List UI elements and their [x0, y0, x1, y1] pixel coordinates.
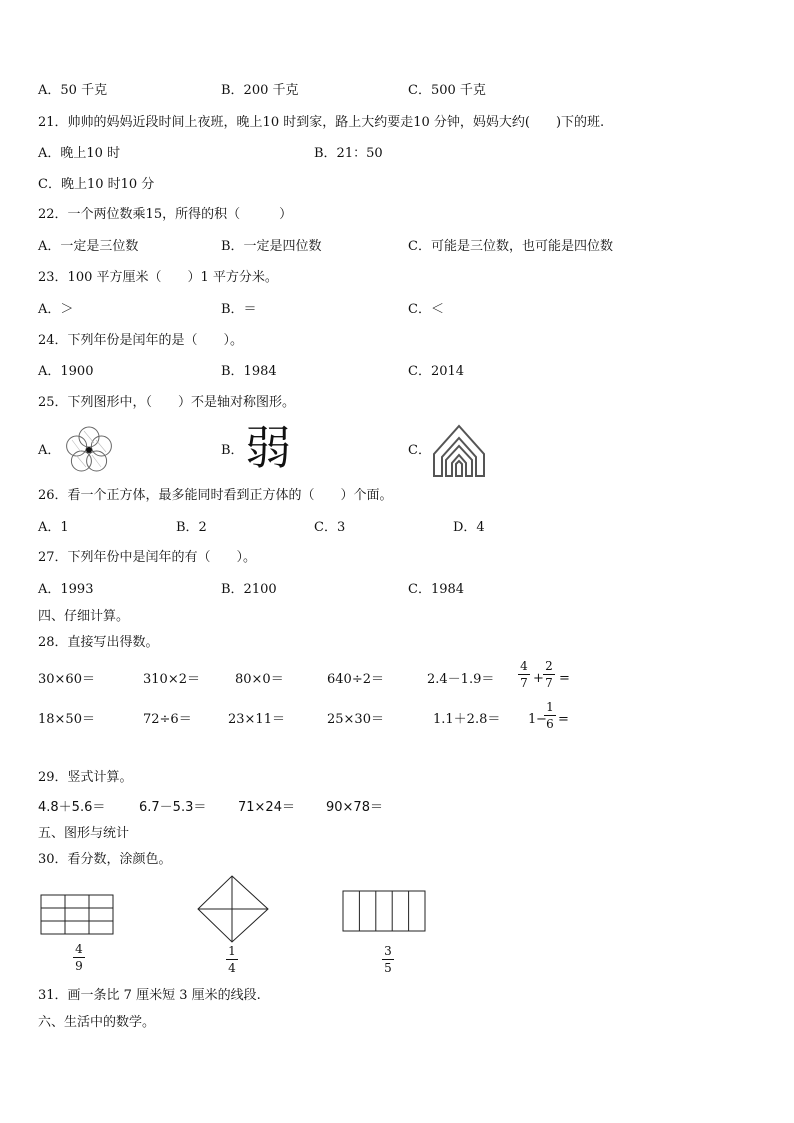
numerator: 4 — [75, 942, 83, 956]
equals-sign: = — [559, 671, 570, 686]
q24-option-c: C．2014 — [408, 364, 465, 379]
calc-item: 18×50＝ — [38, 712, 95, 727]
numerator: 1 — [228, 944, 236, 958]
section-5-heading: 五、图形与统计 — [38, 826, 130, 841]
calc-item: 640÷2＝ — [327, 672, 384, 687]
q20-option-a: A．50 千克 — [38, 83, 108, 98]
q24-option-a: A．1900 — [38, 364, 94, 379]
q22-option-a: A．一定是三位数 — [38, 239, 139, 254]
numerator: 3 — [384, 944, 392, 958]
q25-option-b: B． — [221, 443, 244, 458]
denominator: 9 — [75, 959, 83, 973]
q22-option-c: C．可能是三位数，也可能是四位数 — [408, 239, 613, 254]
numerator: 1 — [546, 700, 554, 714]
q23-option-b: B．＝ — [221, 302, 257, 317]
denominator: 7 — [545, 676, 553, 690]
q22-stem: 22．一个两位数乘15，所得的积（ ） — [38, 207, 293, 222]
denominator: 6 — [546, 717, 554, 731]
q20-option-b: B．200 千克 — [221, 83, 299, 98]
q26-option-b: B．2 — [176, 520, 207, 535]
vertical-calc-item: 90×78＝ — [326, 800, 383, 815]
q22-option-b: B．一定是四位数 — [221, 239, 322, 254]
q27-option-c: C．1984 — [408, 582, 465, 597]
denominator: 5 — [384, 961, 392, 975]
q26-option-d: D．4 — [453, 520, 485, 535]
diamond-figure — [196, 874, 270, 944]
plus-sign: + — [533, 671, 544, 686]
q26-stem: 26．看一个正方体，最多能同时看到正方体的（ ）个面。 — [38, 488, 393, 503]
calc-item: 30×60＝ — [38, 672, 95, 687]
denominator: 4 — [228, 961, 236, 975]
q25-option-a: A． — [38, 443, 61, 458]
numerator: 2 — [545, 659, 553, 673]
q21-option-b: B．21：50 — [314, 146, 383, 161]
denominator: 7 — [520, 676, 528, 690]
whole-number: 1 — [528, 712, 537, 727]
calc-item: 23×11＝ — [228, 712, 285, 727]
q26-option-a: A．1 — [38, 520, 69, 535]
vertical-calc-item: 6.7－5.3＝ — [139, 800, 207, 815]
flower-center-dot — [86, 447, 92, 453]
q24-stem: 24．下列年份是闰年的是（ ）。 — [38, 333, 244, 348]
fraction-2-7 — [543, 659, 555, 690]
vertical-calc-item: 4.8＋5.6＝ — [38, 800, 106, 815]
calc-item: 1.1＋2.8＝ — [433, 712, 501, 727]
q20-option-c: C．500 千克 — [408, 83, 486, 98]
q23-option-a: A．＞ — [38, 302, 74, 317]
flower-figure — [64, 425, 114, 475]
q31-stem: 31．画一条比 7 厘米短 3 厘米的线段. — [38, 988, 261, 1003]
q26-option-c: C．3 — [314, 520, 346, 535]
q21-stem: 21．帅帅的妈妈近段时间上夜班，晚上10 时到家，路上大约要走10 分钟，妈妈大约( )下的班. — [38, 115, 605, 130]
q23-stem: 23．100 平方厘米（ ）1 平方分米。 — [38, 270, 278, 285]
character-ruo: 弱 — [245, 421, 291, 475]
q28-stem: 28．直接写出得数。 — [38, 635, 159, 650]
fraction-1-6 — [544, 700, 556, 731]
q29-stem: 29．竖式计算。 — [38, 770, 133, 785]
section-6-heading: 六、生活中的数学。 — [38, 1015, 156, 1030]
q23-option-c: C．＜ — [408, 302, 444, 317]
calc-item: 72÷6＝ — [143, 712, 192, 727]
maze-logo-figure — [430, 420, 488, 480]
fraction-4-9 — [73, 942, 85, 973]
calc-item: 2.4－1.9＝ — [427, 672, 495, 687]
q21-option-c: C．晚上10 时10 分 — [38, 177, 155, 192]
bar-5-parts-figure — [342, 890, 428, 934]
q30-stem: 30．看分数，涂颜色。 — [38, 852, 172, 867]
minus-sign: − — [536, 712, 547, 727]
numerator: 4 — [520, 659, 528, 673]
q27-stem: 27．下列年份中是闰年的有（ ）。 — [38, 550, 257, 565]
q25-stem: 25．下列图形中，（ ）不是轴对称图形。 — [38, 395, 296, 410]
calc-item: 80×0＝ — [235, 672, 284, 687]
q27-option-a: A．1993 — [38, 582, 94, 597]
q21-option-a: A．晚上10 时 — [38, 146, 121, 161]
q24-option-b: B．1984 — [221, 364, 277, 379]
flower-petal — [71, 451, 91, 471]
fraction-3-5 — [382, 944, 394, 975]
fraction-1-4 — [226, 944, 238, 975]
vertical-calc-item: 71×24＝ — [238, 800, 295, 815]
grid-3x3-figure — [40, 894, 116, 936]
q25-option-c: C． — [408, 443, 431, 458]
q27-option-b: B．2100 — [221, 582, 277, 597]
equals-sign: = — [558, 712, 569, 727]
fraction-4-7 — [518, 659, 530, 690]
calc-item: 310×2＝ — [143, 672, 200, 687]
section-4-heading: 四、仔细计算。 — [38, 609, 130, 624]
calc-item: 25×30＝ — [327, 712, 384, 727]
